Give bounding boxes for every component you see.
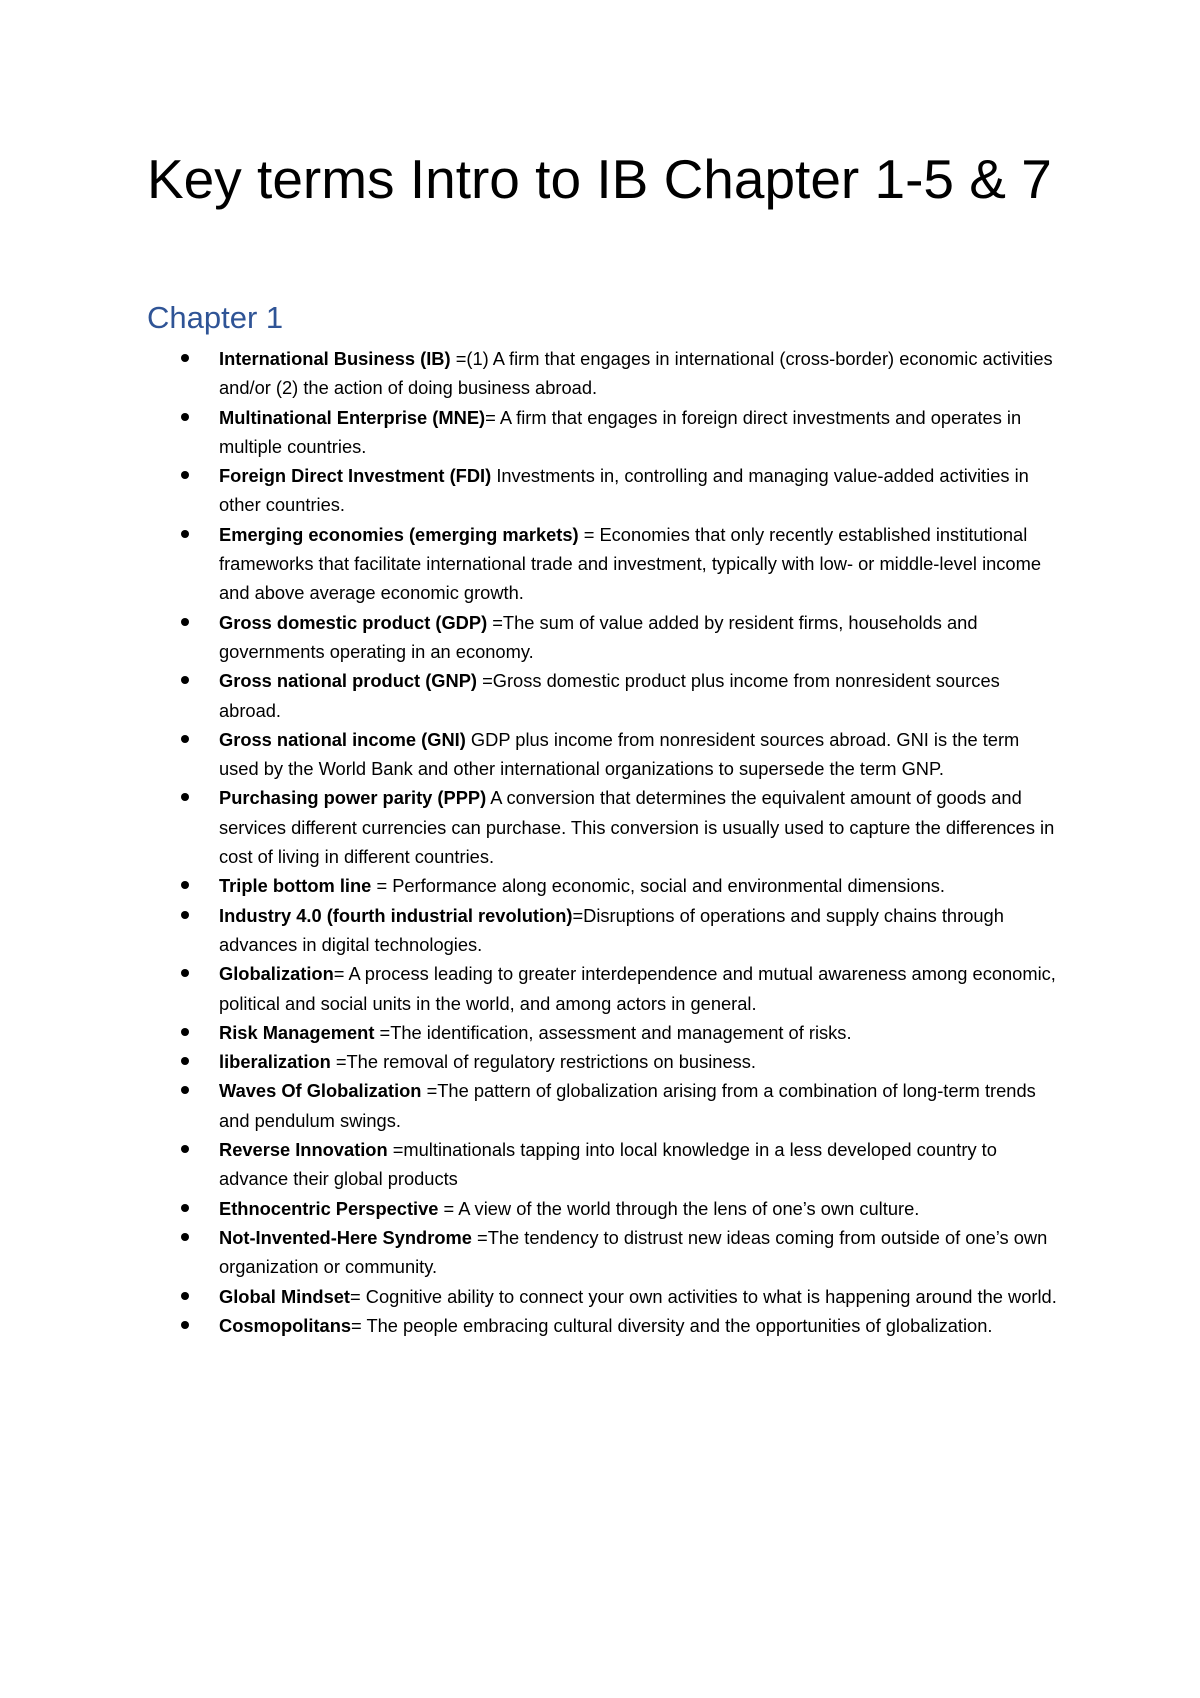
term-name: Cosmopolitans bbox=[219, 1314, 352, 1336]
list-item bbox=[0, 1194, 1200, 1223]
term-name: International Business (IB) bbox=[219, 348, 451, 369]
term-name: liberalization bbox=[219, 1051, 331, 1073]
list-item bbox=[0, 1311, 1200, 1340]
bullet-icon bbox=[181, 1057, 189, 1065]
bullet-icon bbox=[181, 1292, 189, 1300]
term-definition: = Performance along economic, social and environmental dimensions. bbox=[371, 875, 945, 897]
bullet-icon bbox=[181, 969, 189, 977]
term-definition: =(1) A firm that engages in international (cross-border) economic activities and/or (2) the action of doing business abroad. bbox=[219, 348, 1053, 399]
term-definition: =The removal of regulatory restrictions on business. bbox=[330, 1051, 756, 1073]
term-name: Reverse Innovation bbox=[219, 1139, 388, 1161]
list-item bbox=[0, 725, 1200, 784]
term-name: Purchasing power parity (PPP) bbox=[219, 787, 487, 809]
term-definition: =The pattern of globalization arising from a combination of long-term trends and pendulum swings. bbox=[219, 1080, 1036, 1131]
term-name: Globalization bbox=[219, 963, 334, 985]
list-item bbox=[0, 344, 1200, 403]
term-definition: = A view of the world through the lens of one’s own culture. bbox=[438, 1197, 920, 1219]
term-definition: = A process leading to greater interdependence and mutual awareness among economic, political and social units in the world, and among actors in general. bbox=[219, 963, 1056, 1014]
term-definition: = The people embracing cultural diversity and the opportunities of globalization. bbox=[351, 1314, 993, 1336]
bullet-icon bbox=[181, 354, 189, 362]
bullet-icon bbox=[181, 1233, 189, 1241]
term-definition: =Gross domestic product plus income from nonresident sources abroad. bbox=[219, 670, 1000, 721]
term-definition: = Economies that only recently established institutional frameworks that facilitate international trade and investment, typically with low- or middle-level income and above average economic growth. bbox=[219, 523, 1041, 604]
list-item bbox=[0, 608, 1200, 667]
list-item bbox=[0, 783, 1200, 871]
list-item bbox=[0, 666, 1200, 725]
bullet-icon bbox=[181, 676, 189, 684]
term-name: Gross national income (GNI) bbox=[219, 728, 466, 750]
list-item bbox=[0, 461, 1200, 520]
term-definition: = A firm that engages in foreign direct investments and operates in multiple countries. bbox=[219, 406, 1022, 457]
term-definition: GDP plus income from nonresident sources abroad. GNI is the term used by the World Bank and other international organizations to supersede the term GNP. bbox=[219, 728, 1020, 780]
list-item bbox=[0, 520, 1200, 608]
term-name: Ethnocentric Perspective bbox=[219, 1197, 439, 1219]
list-item bbox=[0, 901, 1200, 960]
bullet-icon bbox=[181, 1321, 189, 1329]
list-item bbox=[0, 1223, 1200, 1282]
bullet-icon bbox=[181, 1145, 189, 1153]
list-item bbox=[0, 403, 1200, 462]
bullet-icon bbox=[181, 881, 189, 889]
term-name: Gross domestic product (GDP) bbox=[219, 611, 488, 633]
term-name: Emerging economies (emerging markets) bbox=[219, 523, 579, 545]
bullet-icon bbox=[181, 1204, 189, 1212]
term-definition: =The sum of value added by resident firms, households and governments operating in an economy. bbox=[219, 611, 978, 662]
term-definition: = Cognitive ability to connect your own activities to what is happening around the world. bbox=[350, 1285, 1057, 1307]
bullet-icon bbox=[181, 530, 189, 538]
term-name: Gross national product (GNP) bbox=[219, 670, 477, 692]
bullet-icon bbox=[181, 1086, 189, 1094]
term-definition: =The tendency to distrust new ideas coming from outside of one’s own organization or community. bbox=[219, 1226, 1048, 1278]
term-definition: A conversion that determines the equivalent amount of goods and services different currencies can purchase. This conversion is usually used to capture the differences in cost of living in different countries. bbox=[219, 787, 1055, 868]
term-definition: =Disruptions of operations and supply chains through advances in digital technologies. bbox=[219, 904, 1004, 955]
term-name: Multinational Enterprise (MNE) bbox=[219, 406, 486, 428]
bullet-icon bbox=[181, 618, 189, 626]
document-title: Key terms Intro to IB Chapter 1-5 & 7 bbox=[147, 148, 1052, 210]
term-definition: =multinationals tapping into local knowledge in a less developed country to advance their global products bbox=[219, 1139, 997, 1190]
term-name: Triple bottom line bbox=[219, 875, 372, 897]
bullet-icon bbox=[181, 413, 189, 421]
bullet-icon bbox=[181, 735, 189, 743]
bullet-icon bbox=[181, 793, 189, 801]
term-name: Risk Management bbox=[219, 1021, 375, 1043]
bullet-icon bbox=[181, 1028, 189, 1036]
bullet-icon bbox=[181, 911, 189, 919]
key-terms-list bbox=[0, 344, 1200, 1340]
term-name: Industry 4.0 (fourth industrial revolution) bbox=[219, 904, 573, 926]
term-definition: Investments in, controlling and managing value-added activities in other countries. bbox=[219, 465, 1029, 516]
term-name: Waves Of Globalization bbox=[219, 1080, 422, 1102]
bullet-icon bbox=[181, 471, 189, 479]
list-item bbox=[0, 1135, 1200, 1194]
list-item bbox=[0, 1076, 1200, 1135]
term-definition: =The identification, assessment and management of risks. bbox=[374, 1021, 852, 1043]
term-name: Not-Invented-Here Syndrome bbox=[219, 1226, 472, 1248]
chapter-heading: Chapter 1 bbox=[147, 300, 284, 335]
list-item bbox=[0, 1282, 1200, 1311]
list-item bbox=[0, 1018, 1200, 1047]
term-name: Global Mindset bbox=[219, 1285, 351, 1307]
term-name: Foreign Direct Investment (FDI) bbox=[219, 465, 492, 487]
list-item bbox=[0, 1047, 1200, 1076]
list-item bbox=[0, 959, 1200, 1018]
list-item bbox=[0, 871, 1200, 900]
